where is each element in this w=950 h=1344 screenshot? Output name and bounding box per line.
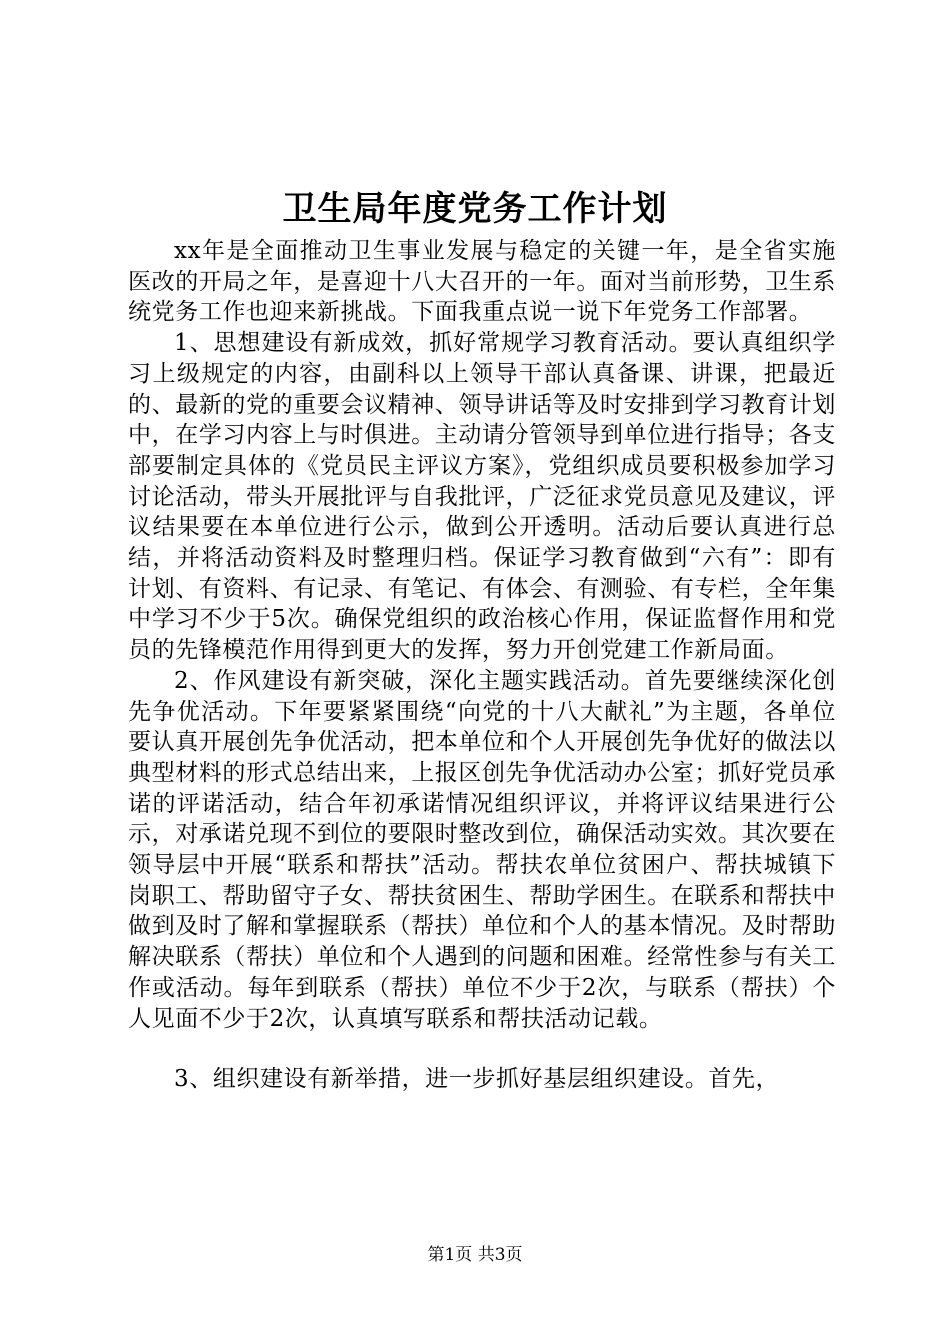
paragraph-ideology: 1、思想建设有新成效，抓好常规学习教育活动。要认真组织学习上级规定的内容，由副科以上领导干部认真备课、讲课，把最近的、最新的党的重要会议精神、领导讲话等及时安排到学习教育计划中，在学习内容上与时俱进。主动请分管领导到单位进行指导；各支部要制定具体的《党员民主评议方案》，党组织成员要积极参加学习讨论活动，带头开展批评与自我批评，广泛征求党员意见及建议，评议结果要在本单位进行公示，做到公开透明。活动后要认真进行总结，并将活动资料及时整理归档。保证学习教育做到“六有”：即有计划、有资料、有记录、有笔记、有体会、有测验、有专栏，全年集中学习不少于5次。确保党组织的政治核心作用，保证监督作用和党员的先锋模范作用得到更大的发挥，努力开创党建工作新局面。 (128, 330, 836, 664)
paragraph-work-style: 2、作风建设有新突破，深化主题实践活动。首先要继续深化创先争优活动。下年要紧紧围绕“向党的十八大献礼”为主题，各单位要认真开展创先争优活动，把本单位和个人开展创先争优好的做法以典型材料的形式总结出来，上报区创先争优活动办公室；抓好党员承诺的评诺活动，结合年初承诺情况组织评议，并将评议结果进行公示，对承诺兑现不到位的要限时整改到位，确保活动实效。其次要在领导层中开展“联系和帮扶”活动。帮扶农单位贫困户、帮扶城镇下岗职工、帮助留守子女、帮扶贫困生、帮助学困生。在联系和帮扶中做到及时了解和掌握联系（帮扶）单位和个人的基本情况。及时帮助解决联系（帮扶）单位和个人遇到的问题和困难。经常性参与有关工作或活动。每年到联系（帮扶）单位不少于2次，与联系（帮扶）个人见面不少于2次，认真填写联系和帮扶活动记载。 (128, 667, 836, 1032)
paragraph-organization: 3、组织建设有新举措，进一步抓好基层组织建设。首先， (174, 1066, 780, 1093)
document-body (128, 236, 836, 1095)
paragraph-intro: xx年是全面推动卫生事业发展与稳定的关键一年，是全省实施医改的开局之年，是喜迎十八大召开的一年。面对当前形势，卫生系统党务工作也迎来新挑战。下面我重点说一说下年党务工作部署。 (128, 238, 836, 326)
document-title: 卫生局年度党务工作计划 (282, 189, 668, 229)
page-number-footer: 第1页 共3页 (427, 1245, 523, 1265)
